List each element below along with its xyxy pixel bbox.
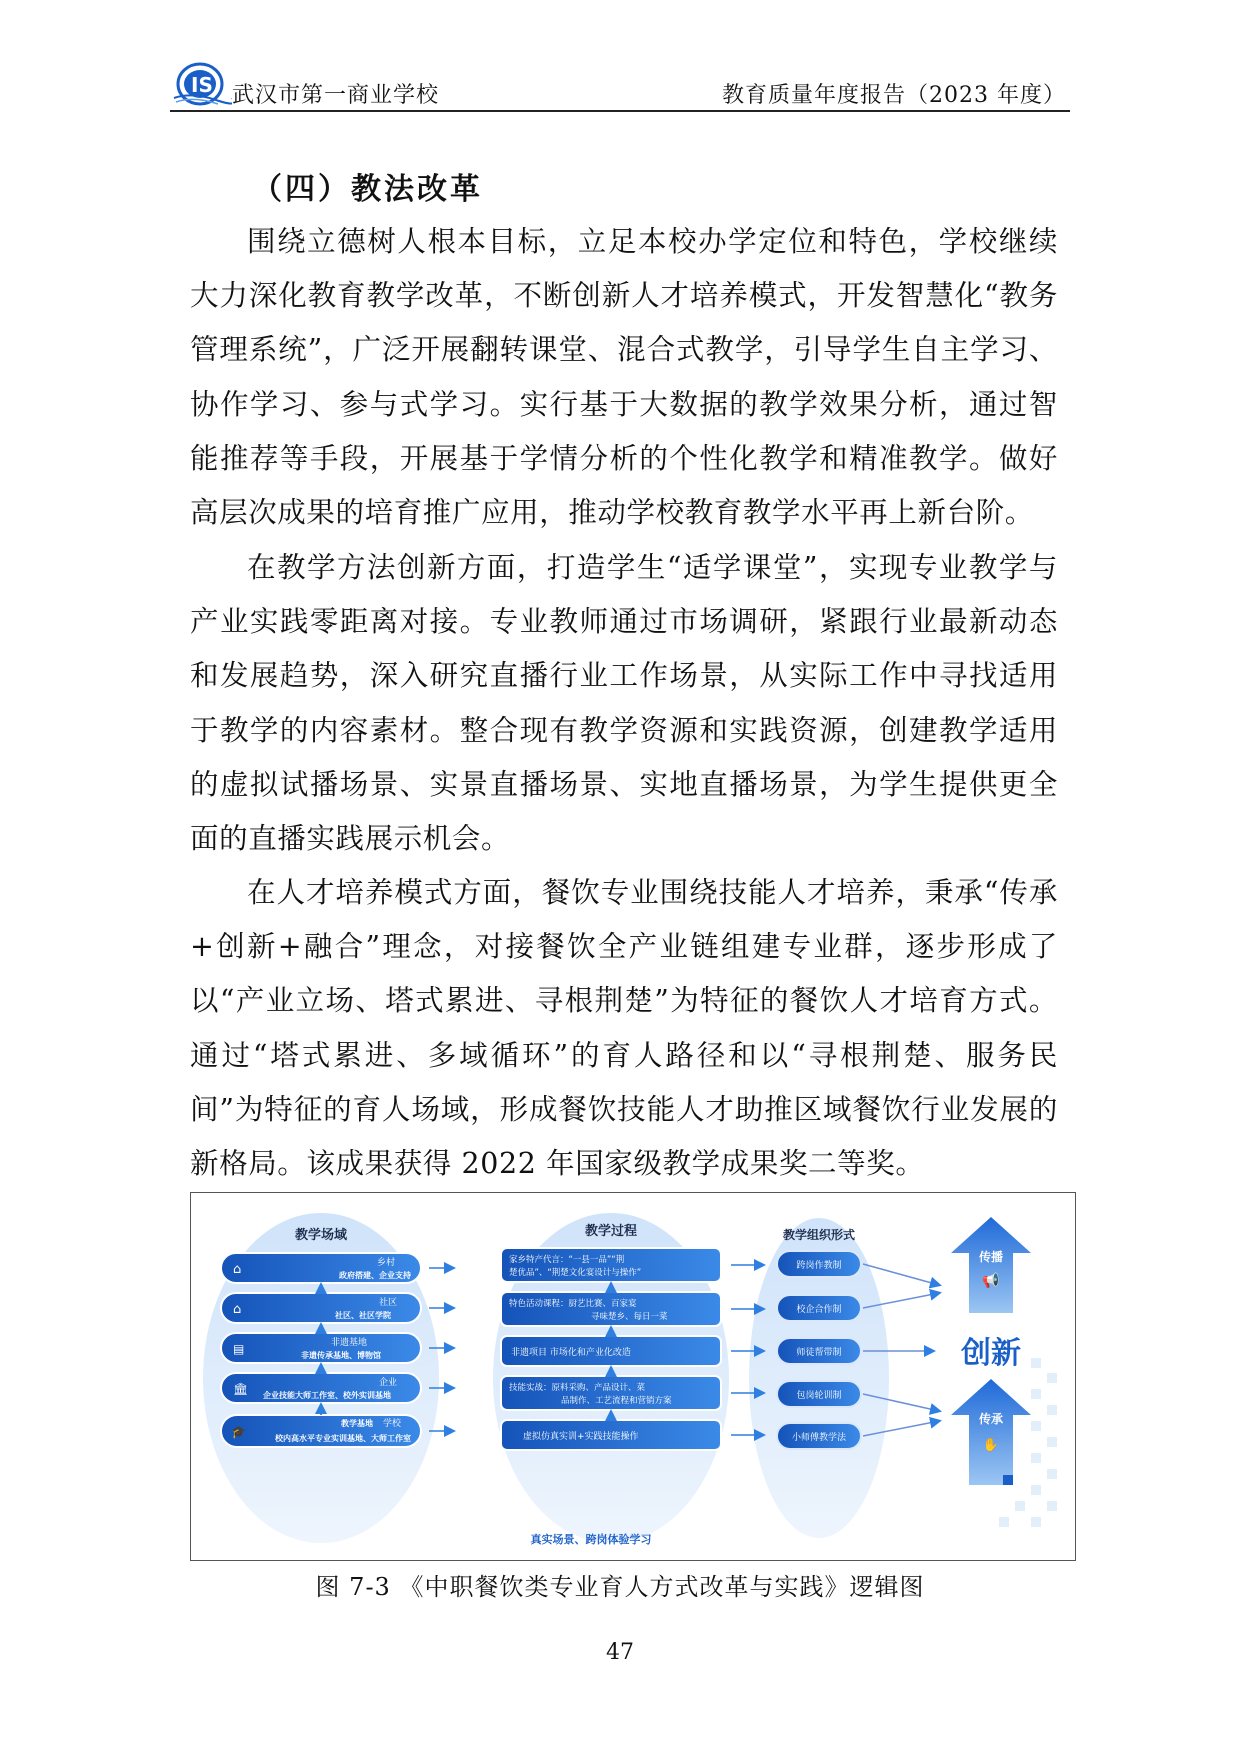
- col1-item-1: [221, 1253, 421, 1283]
- svg-text:非遗基地: 非遗基地: [331, 1338, 368, 1348]
- svg-text:企业: 企业: [379, 1378, 398, 1388]
- innovation-word: 创新: [961, 1336, 1021, 1371]
- col1-item-3: [221, 1333, 421, 1363]
- svg-text:校内高水平专业实训基地、大师工作室: 校内高水平专业实训基地、大师工作室: [275, 1434, 411, 1443]
- col2-item-2: [501, 1292, 721, 1326]
- svg-text:跨岗作教制: 跨岗作教制: [796, 1261, 842, 1271]
- school-name: 武汉市第一商业学校: [232, 83, 440, 108]
- paragraph-3: 在人才培养模式方面，餐饮专业围绕技能人才培养，秉承“传承+创新+融合”理念，对接餐饮全产业链组建专业群，逐步形成了以“产业立场、塔式累进、寻根荆楚”为特征的餐饮人才培育方式。通过“塔式累进、多域循环”的育人路径和以“寻根荆楚、服务民间”为特征的育人场域，形成餐饮技能人才助推区域餐饮行业发展的新格局。该成果获得 2022 年国家级教学成果奖二等奖。: [190, 876, 1058, 1181]
- svg-text:小师傅教学法: 小师傅教学法: [791, 1433, 847, 1443]
- figure-caption: 图 7-3 《中职餐饮类专业育人方式改革与实践》逻辑图: [315, 1573, 925, 1601]
- paragraph-1: 围绕立德树人根本目标，立足本校办学定位和特色，学校继续大力深化教育教学改革，不断创新人才培养模式，开发智慧化“教务管理系统”，广泛开展翻转课堂、混合式教学，引导学生自主学习、协作学习、参与式学习。实行基于大数据的教学效果分析，通过智能推荐等手段，开展基于学情分析的个性化教学和精准教学。做好高层次成果的培育推广应用，推动学校教育教学水平再上新台阶。: [190, 225, 1058, 530]
- svg-text:社区: 社区: [379, 1298, 398, 1308]
- svg-text:楚优品”、“荆楚文化宴设计与操作”: 楚优品”、“荆楚文化宴设计与操作”: [509, 1268, 642, 1278]
- heritage-icon: ▤: [233, 1342, 245, 1356]
- col2-item-3: [501, 1336, 721, 1366]
- svg-text:IS: IS: [191, 73, 213, 97]
- col1-item-2: [221, 1293, 421, 1323]
- building-icon: ⌂: [233, 1262, 242, 1277]
- svg-text:虚拟仿真实训+实践技能操作: 虚拟仿真实训+实践技能操作: [523, 1432, 639, 1442]
- page-header: [170, 58, 1070, 112]
- report-title: 教育质量年度报告（2023 年度）: [722, 83, 1066, 108]
- svg-text:学校: 学校: [383, 1419, 402, 1429]
- col3-item-1: [777, 1251, 861, 1277]
- graduation-cap-icon: 🎓: [231, 1425, 246, 1439]
- hand-icon: ✋: [982, 1438, 1000, 1453]
- svg-text:非遗传承基地、博物馆: 非遗传承基地、博物馆: [301, 1351, 381, 1360]
- col3-item-3: [777, 1338, 861, 1364]
- inherit-up-arrow: [951, 1379, 1031, 1485]
- paragraph-2: 在教学方法创新方面，打造学生“适学课堂”，实现专业教学与产业实践零距离对接。专业教师通过市场调研，紧跟行业最新动态和发展趋势，深入研究直播行业工作场景，从实际工作中寻找适用于教学的内容素材。整合现有教学资源和实践资源，创建教学适用的虚拟试播场景、实景直播场景、实地直播场景，为学生提供更全面的直播实践展示机会。: [190, 551, 1058, 856]
- svg-text:传播: 传播: [978, 1250, 1004, 1264]
- page-number: 47: [606, 1640, 634, 1665]
- bottom-label: 真实场景、跨岗体验学习: [530, 1533, 652, 1546]
- col1-item-5: [221, 1415, 421, 1447]
- col3-title: 教学组织形式: [782, 1228, 856, 1242]
- svg-text:特色活动课程：厨艺比赛、百家宴: 特色活动课程：厨艺比赛、百家宴: [509, 1299, 637, 1309]
- svg-text:寻味楚乡、每日一菜: 寻味楚乡、每日一菜: [591, 1312, 668, 1322]
- col3-item-2: [777, 1295, 861, 1321]
- svg-text:师徒帮带制: 师徒帮带制: [796, 1348, 842, 1358]
- svg-text:包岗轮训制: 包岗轮训制: [796, 1391, 842, 1401]
- col1-item-4: [221, 1373, 421, 1403]
- svg-text:政府搭建、企业支持: 政府搭建、企业支持: [339, 1271, 411, 1280]
- svg-text:非遗项目 市场化和产业化改造: 非遗项目 市场化和产业化改造: [511, 1348, 631, 1358]
- svg-text:校企合作制: 校企合作制: [796, 1305, 842, 1315]
- section-title: （四）教法改革: [252, 172, 483, 207]
- col2-item-1: [501, 1248, 721, 1282]
- col2-title: 教学过程: [584, 1224, 638, 1239]
- svg-text:技能实战：原料采购、产品设计、菜: 技能实战：原料采购、产品设计、菜: [509, 1383, 646, 1393]
- logic-diagram-figure: [190, 1192, 1076, 1561]
- col3-item-4: [777, 1381, 861, 1407]
- col2-item-4: [501, 1376, 721, 1410]
- svg-text:教学基地: 教学基地: [341, 1419, 373, 1428]
- col1-title: 教学场域: [294, 1228, 348, 1243]
- svg-text:家乡特产代言：“一县一品”“荆: 家乡特产代言：“一县一品”“荆: [509, 1255, 625, 1265]
- col3-item-5: [777, 1423, 861, 1449]
- svg-text:乡村: 乡村: [377, 1258, 396, 1268]
- school-logo-icon: [172, 62, 232, 106]
- enterprise-icon: 🏛: [233, 1382, 249, 1396]
- community-icon: ⌂: [233, 1302, 242, 1317]
- svg-text:传承: 传承: [978, 1412, 1004, 1426]
- svg-text:企业技能大师工作室、校外实训基地: 企业技能大师工作室、校外实训基地: [263, 1391, 391, 1400]
- col2-item-5: [501, 1420, 721, 1450]
- svg-text:品制作、工艺流程和营销方案: 品制作、工艺流程和营销方案: [561, 1396, 672, 1406]
- svg-text:社区、社区学院: 社区、社区学院: [335, 1311, 391, 1320]
- megaphone-icon: 📢: [982, 1273, 1000, 1289]
- accent-square: [1003, 1475, 1013, 1485]
